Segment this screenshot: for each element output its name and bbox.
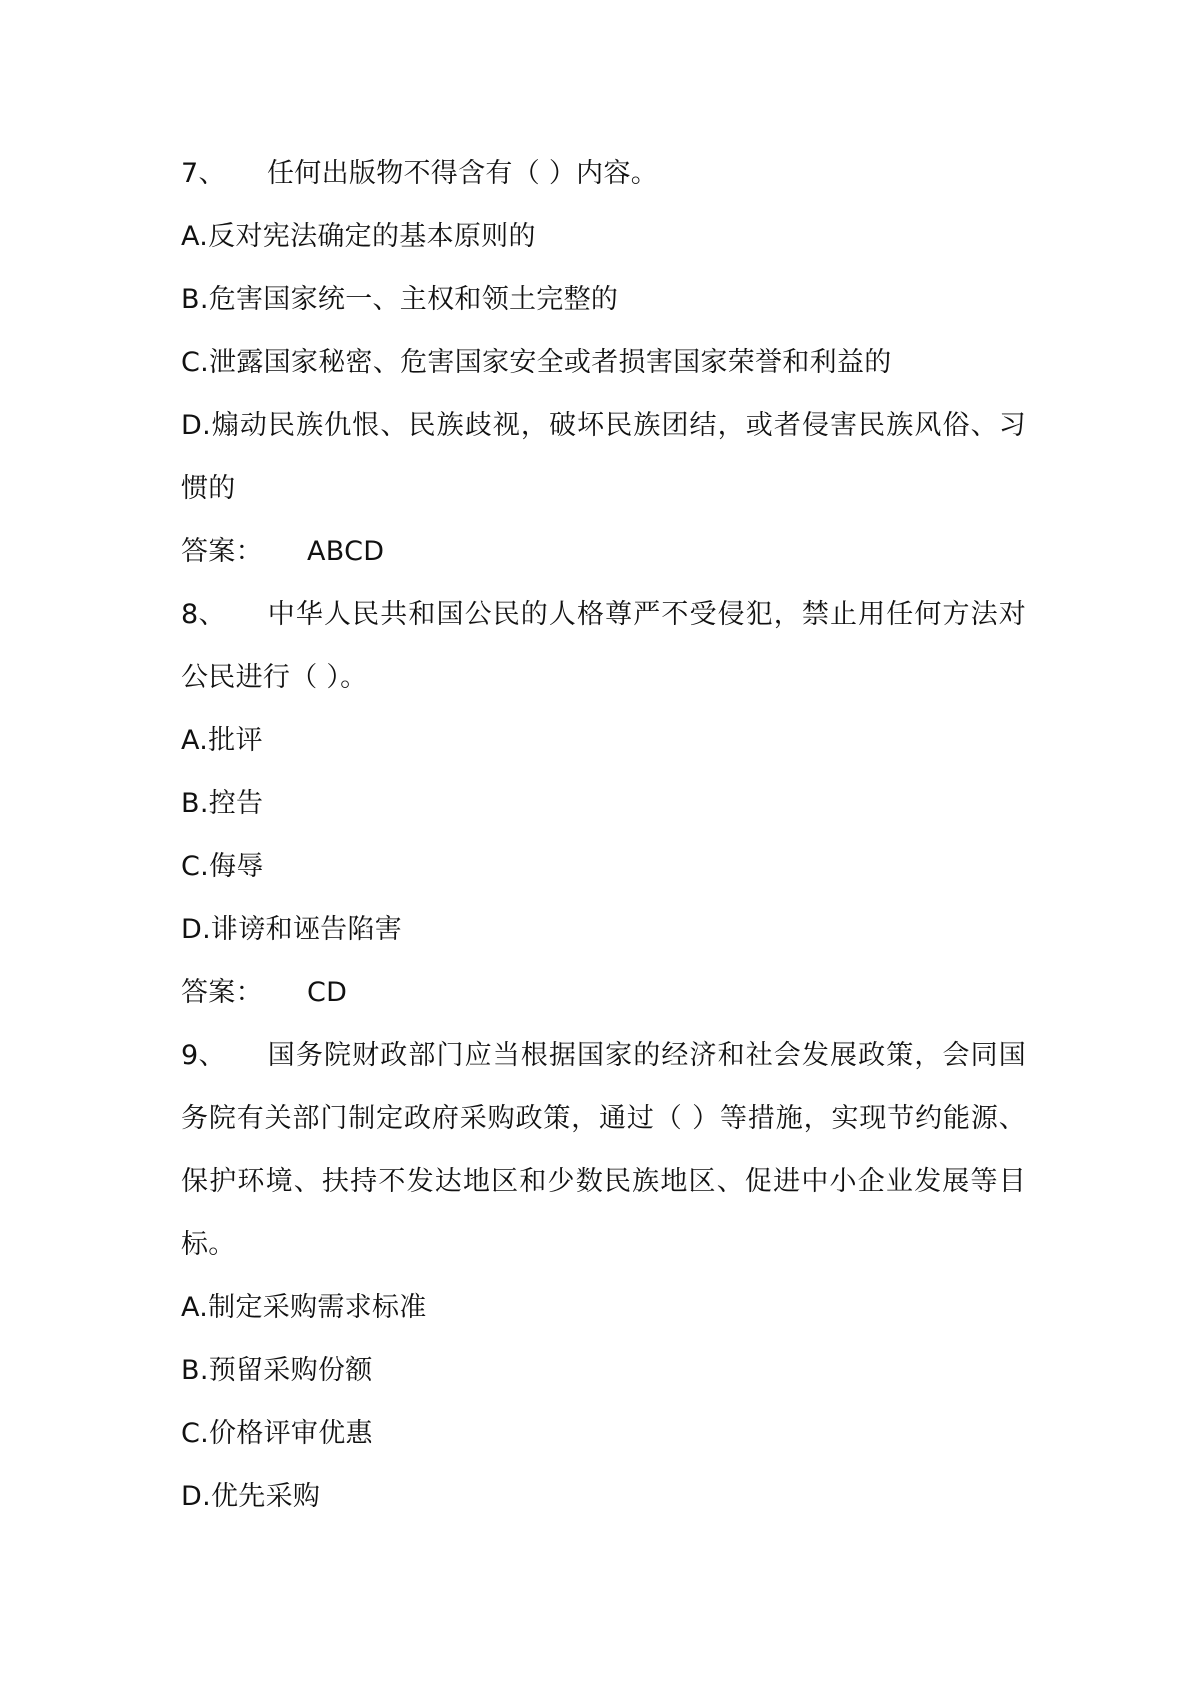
answer-value: CD: [307, 977, 348, 1008]
question-number: 9、: [181, 1040, 226, 1071]
option-c: C.侮辱: [181, 851, 264, 882]
option-c: C.价格评审优惠: [181, 1418, 373, 1449]
option-d: D.诽谤和诬告陷害: [181, 914, 403, 945]
option-d: D.优先采购: [181, 1481, 321, 1512]
question-9: [181, 1024, 1026, 1528]
question-number: 8、: [181, 599, 226, 630]
option-a: A.批评: [181, 725, 263, 756]
question-stem: [181, 1024, 1026, 1276]
question-stem: [181, 142, 1026, 205]
question-text: 国务院财政部门应当根据国家的经济和社会发展政策，会同国务院有关部门制定政府采购政策，通过（ ）等措施，实现节约能源、保护环境、扶持不发达地区和少数民族地区、促进中小企业发展等目标。: [181, 1040, 1026, 1260]
option-b: B.预留采购份额: [181, 1355, 373, 1386]
option-b: B.控告: [181, 788, 264, 819]
option-d: D.煽动民族仇恨、民族歧视，破坏民族团结，或者侵害民族风俗、习惯的: [181, 410, 1026, 504]
answer-label: 答案：: [181, 536, 263, 567]
question-7: [181, 142, 1026, 583]
answer-value: ABCD: [307, 536, 385, 567]
question-text: 任何出版物不得含有（ ）内容。: [267, 158, 659, 189]
question-number: 7、: [181, 158, 226, 189]
option-a: A.制定采购需求标准: [181, 1292, 427, 1323]
answer-line: [181, 520, 1026, 583]
answer-label: 答案：: [181, 977, 263, 1008]
option-a: A.反对宪法确定的基本原则的: [181, 221, 536, 252]
question-text: 中华人民共和国公民的人格尊严不受侵犯，禁止用任何方法对公民进行（ ）。: [181, 599, 1026, 693]
option-c: C.泄露国家秘密、危害国家安全或者损害国家荣誉和利益的: [181, 347, 892, 378]
option-b: B.危害国家统一、主权和领土完整的: [181, 284, 619, 315]
page-content: [181, 142, 1026, 1528]
answer-line: [181, 961, 1026, 1024]
question-8: [181, 583, 1026, 1024]
question-stem: [181, 583, 1026, 709]
